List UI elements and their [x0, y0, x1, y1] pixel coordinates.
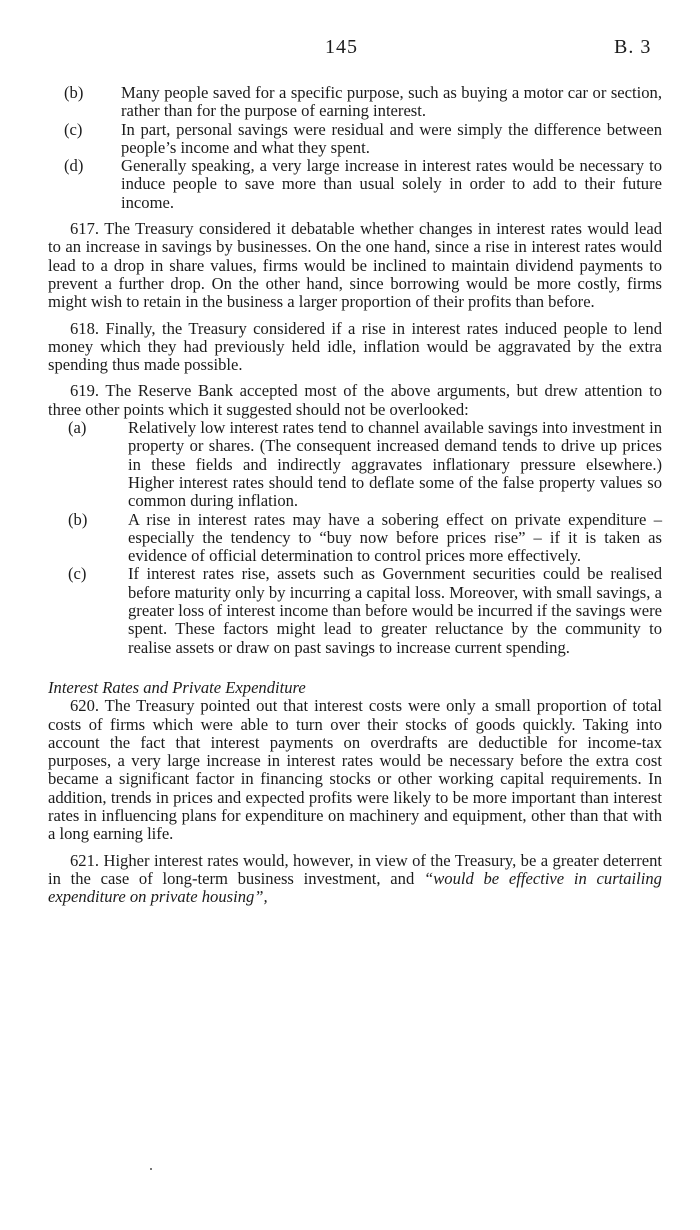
list-label: (a)	[68, 418, 87, 438]
list-text: Generally speaking, a very large increase in interest rates would be necessary to induce people to save more than usual solely in order to add to their future income.	[121, 156, 662, 212]
list-text: In part, personal savings were residual and were simply the difference between people’s income and what they spent.	[121, 119, 662, 157]
page-number: 145	[325, 36, 358, 58]
document-reference: B. 3	[614, 36, 652, 58]
page-header	[0, 36, 700, 62]
paragraph-621-text: 621. Higher interest rates would, however, in view of the Treasury, be a greater deterrent in the case of long-term business investment, and	[48, 850, 662, 888]
paragraph-620: 620. The Treasury pointed out that interest costs were only a small proportion of total costs of firms which were able to turn over their stocks of goods quickly. Taking into account the fact that interest payments on overdrafts are deductible for income-tax purposes, a very large increase in interest rates would be necessary before the extra cost became a significant factor in financing stocks or other working capital requirements. In addition, trends in prices and expected profits were likely to be more important than interest rates in influencing plans for expenditure on machinery and equipment, other than that with a long earning life.	[48, 696, 662, 844]
paragraph-621	[48, 852, 662, 907]
list-text: A rise in interest rates may have a sobering effect on private expenditure – especially the tendency to “buy now before prices rise” – if it is taken as evidence of official determination to control prices more effectively.	[128, 509, 662, 566]
list-text: If interest rates rise, assets such as Government securities could be realised before maturity only by incurring a capital loss. Moreover, with small savings, a greater loss of interest income than before would be incurred if the savings were spent. These factors might lead to greater reluctance by the community to realise assets or draw on past savings to increase current spending.	[128, 564, 662, 657]
page-body	[48, 84, 662, 906]
paragraph-618: 618. Finally, the Treasury considered if a rise in interest rates induced people to lend money which they had previously held idle, inflation would be aggravated by the extra spending thus made possible.	[48, 318, 662, 375]
list-item	[48, 84, 662, 121]
paragraph-619: 619. The Reserve Bank accepted most of the above arguments, but drew attention to three other points which it suggested should not be overlooked:	[48, 381, 662, 419]
paragraph-617: 617. The Treasury considered it debatable whether changes in interest rates would lead to an increase in savings by businesses. On the one hand, since a rise in interest rates would lead to a drop in share values, firms would be inclined to maintain dividend payments to prevent a further drop. On the other hand, since borrowing would be more costly, firms might wish to retain in the business a larger proportion of their profits than before.	[48, 219, 662, 312]
list-item	[48, 157, 662, 212]
list-label: (c)	[68, 564, 87, 584]
section-heading: Interest Rates and Private Expenditure	[48, 677, 306, 697]
list-label: (c)	[64, 119, 83, 139]
list-label: (d)	[64, 156, 84, 176]
list-label: (b)	[64, 83, 84, 102]
list-label: (b)	[68, 509, 88, 529]
list-text: Relatively low interest rates tend to channel available savings into investment in property or shares. (The consequent increased demand tends to drive up prices in these fields and indirectly aggravates inflationary pressure elsewhere.) Higher interest rates should tend to deflate some of the false property values so common during inflation.	[128, 418, 662, 511]
list-item	[48, 419, 662, 510]
list-item	[48, 565, 662, 656]
list-item	[48, 121, 662, 158]
list-text: Many people saved for a specific purpose, such as buying a motor car or section, rather than for the purpose of earning interest.	[121, 83, 662, 121]
list-item	[48, 511, 662, 566]
paragraph-621-quote: “would be effective in curtailing expenditure on private housing”,	[48, 868, 662, 907]
page-mark	[150, 1168, 152, 1170]
